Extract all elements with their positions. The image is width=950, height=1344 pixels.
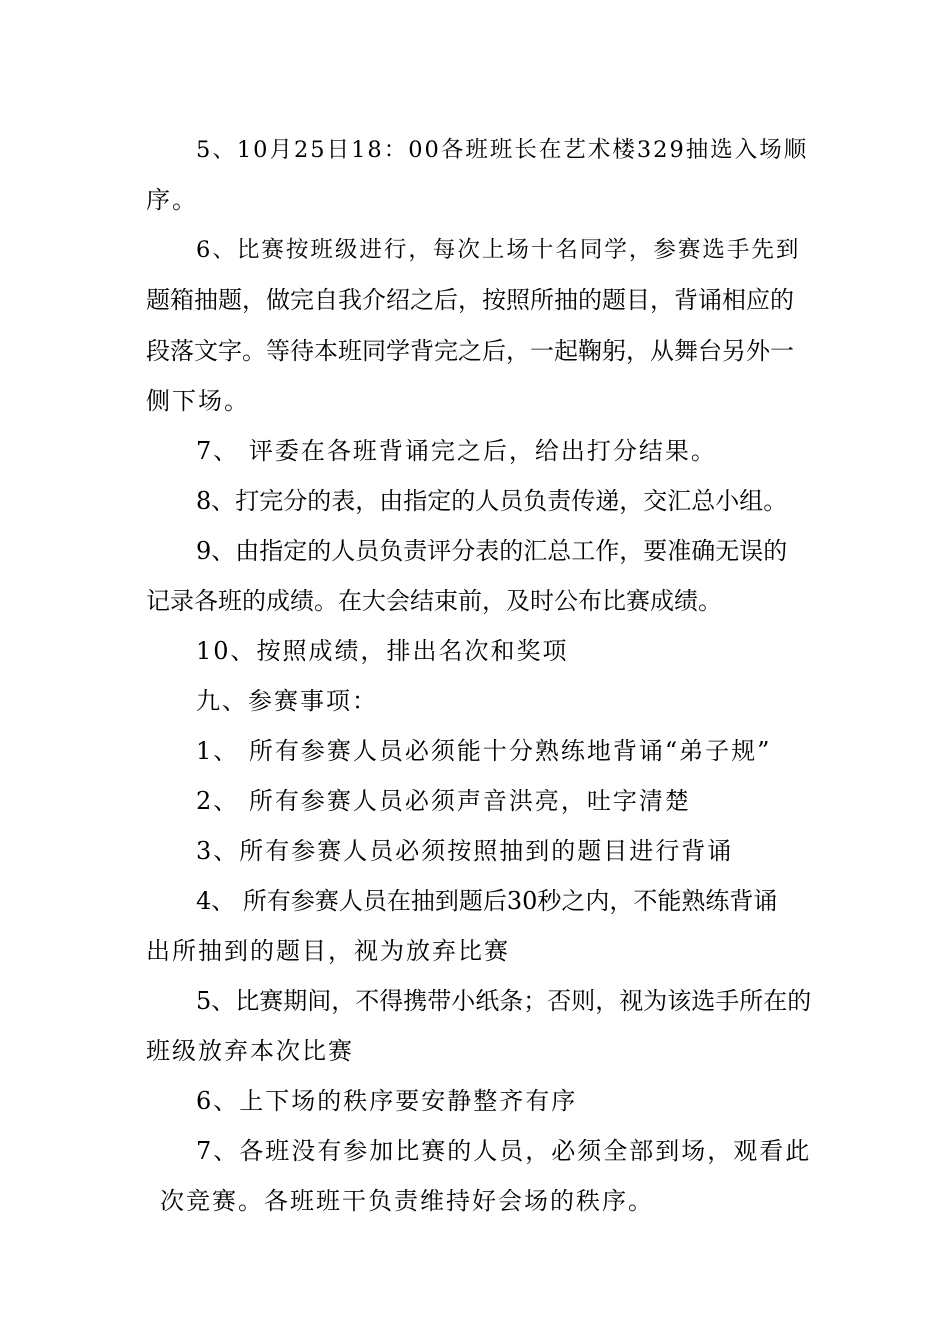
text-line-4: 题箱抽题，做完自我介绍之后，按照所抽的题目，背诵相应的 xyxy=(146,286,794,314)
text-line-16: 4、 所有参赛人员在抽到题后30秒之内，不能熟练背诵 xyxy=(196,887,778,915)
text-line-20: 6、上下场的秩序要安静整齐有序 xyxy=(196,1087,578,1115)
text-line-22: 次竞赛。各班班干负责维持好会场的秩序。 xyxy=(160,1187,654,1215)
text-line-11: 10、按照成绩，排出名次和奖项 xyxy=(196,637,569,665)
text-line-9: 9、由指定的人员负责评分表的汇总工作，要准确无误的 xyxy=(196,537,788,565)
text-line-7: 7、 评委在各班背诵完之后，给出打分结果。 xyxy=(196,437,717,465)
text-line-15: 3、所有参赛人员必须按照抽到的题目进行背诵 xyxy=(196,837,734,865)
text-line-10: 记录各班的成绩。在大会结束前，及时公布比赛成绩。 xyxy=(146,587,722,615)
text-line-14: 2、 所有参赛人员必须声音洪亮，吐字清楚 xyxy=(196,787,691,815)
text-line-18: 5、比赛期间，不得携带小纸条；否则，视为该选手所在的 xyxy=(196,987,812,1015)
text-line-17: 出所抽到的题目，视为放弃比赛 xyxy=(146,937,510,965)
text-line-13: 1、 所有参赛人员必须能十分熟练地背诵“弟子规” xyxy=(196,737,772,765)
text-line-12: 九、参赛事项： xyxy=(196,687,378,715)
text-line-1: 5、10月25日18：00各班班长在艺术楼329抽选入场顺 xyxy=(196,137,809,163)
text-line-8: 8、打完分的表，由指定的人员负责传递，交汇总小组。 xyxy=(196,487,788,515)
text-line-3: 6、比赛按班级进行，每次上场十名同学，参赛选手先到 xyxy=(196,237,801,263)
text-line-21: 7、各班没有参加比赛的人员，必须全部到场，观看此 xyxy=(196,1137,812,1165)
text-line-2: 序。 xyxy=(146,186,198,214)
text-line-6: 侧下场。 xyxy=(146,387,250,415)
text-line-5: 段落文字。等待本班同学背完之后，一起鞠躬，从舞台另外一 xyxy=(146,337,794,365)
text-line-19: 班级放弃本次比赛 xyxy=(146,1037,354,1065)
